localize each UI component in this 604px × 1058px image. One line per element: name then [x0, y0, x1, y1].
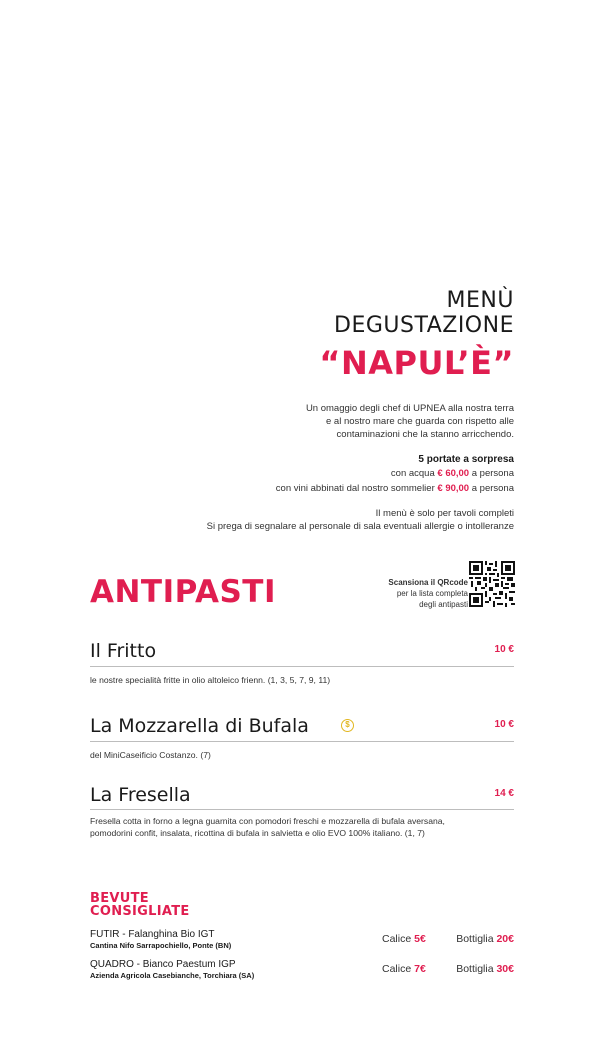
section-title-antipasti: ANTIPASTI: [90, 574, 276, 610]
wine-name-quadro: QUADRO - Bianco Paestum IGP: [90, 959, 236, 970]
intro-line-1: Un omaggio degli chef di UPNEA alla nostra terra: [305, 403, 514, 414]
qr-caption-1: Scansiona il QRcode: [388, 578, 468, 587]
dish-name-fresella: La Fresella: [90, 784, 191, 806]
dish-name-fritto: Il Fritto: [90, 640, 157, 662]
dish-desc-fresella-line1: Fresella cotta in forno a legna guarnita con pomodori freschi e mozzarella di bufala aversana,: [90, 816, 445, 826]
bottle-label: Bottiglia: [456, 933, 494, 945]
option-water-post: a persona: [471, 468, 514, 479]
option-wine-pre: con vini abbinati dal nostro sommelier: [275, 483, 435, 494]
wine-producer-quadro: Azienda Agricola Casebianche, Torchiara (SA): [90, 971, 255, 980]
price-option-water: [391, 467, 514, 480]
wine-glass-price-quadro: [382, 962, 426, 976]
bottle-label: Bottiglia: [456, 963, 494, 975]
note-allergies: Si prega di segnalare al personale di sala eventuali allergie o intolleranze: [206, 521, 514, 532]
courses-label: 5 portate a sorpresa: [418, 454, 514, 465]
drinks-title-line2: CONSIGLIATE: [90, 904, 190, 919]
dish-desc-mozzarella: del MiniCaseificio Costanzo. (7): [90, 750, 211, 760]
qr-code-icon[interactable]: [469, 561, 515, 607]
dish-price-fritto: 10 €: [494, 644, 514, 655]
dollar-coin-icon: $: [341, 719, 354, 732]
divider: [90, 666, 514, 667]
glass-label: Calice: [382, 963, 412, 975]
wine-bottle-price-futir: [456, 932, 514, 946]
note-tables: Il menù è solo per tavoli completi: [375, 508, 514, 519]
menu-name: “NAPUL’È”: [319, 344, 514, 382]
dish-desc-fresella-line2: pomodorini confit, insalata, ricottina di bufala in salvietta e olio EVO 100% italiano. (1, 7): [90, 828, 425, 838]
menu-title-line2: DEGUSTAZIONE: [334, 313, 514, 338]
wine-bottle-price-quadro: [456, 962, 514, 976]
wine-glass-price-futir: [382, 932, 426, 946]
wine-name-futir: FUTIR - Falanghina Bio IGT: [90, 929, 215, 940]
qr-caption-2: per la lista completa: [396, 589, 468, 598]
option-water-price: € 60,00: [437, 468, 470, 479]
divider: [90, 741, 514, 742]
glass-price: 7€: [414, 963, 426, 975]
drinks-title-line1: BEVUTE: [90, 891, 149, 906]
wine-producer-futir: Cantina Nifo Sarrapochiello, Ponte (BN): [90, 941, 232, 950]
glass-label: Calice: [382, 933, 412, 945]
divider: [90, 809, 514, 810]
option-wine-post: a persona: [471, 483, 514, 494]
intro-line-2: e al nostro mare che guarda con rispetto alle: [326, 416, 514, 427]
price-option-wine: [276, 482, 514, 495]
option-water-pre: con acqua: [390, 468, 435, 479]
dish-price-mozzarella: 10 €: [494, 719, 514, 730]
menu-title-line1: MENÙ: [446, 288, 514, 313]
dish-name-mozzarella: La Mozzarella di Bufala: [90, 715, 309, 737]
dish-price-fresella: 14 €: [494, 788, 514, 799]
intro-line-3: contaminazioni che la stanno arricchendo.: [336, 429, 514, 440]
glass-price: 5€: [414, 933, 426, 945]
drinks-title: [90, 892, 190, 918]
qr-caption-3: degli antipasti: [419, 600, 468, 609]
bottle-price: 20€: [496, 933, 514, 945]
dish-desc-fritto: le nostre specialità fritte in olio altoleico frienn. (1, 3, 5, 7, 9, 11): [90, 675, 331, 685]
bottle-price: 30€: [496, 963, 514, 975]
option-wine-price: € 90,00: [437, 483, 470, 494]
